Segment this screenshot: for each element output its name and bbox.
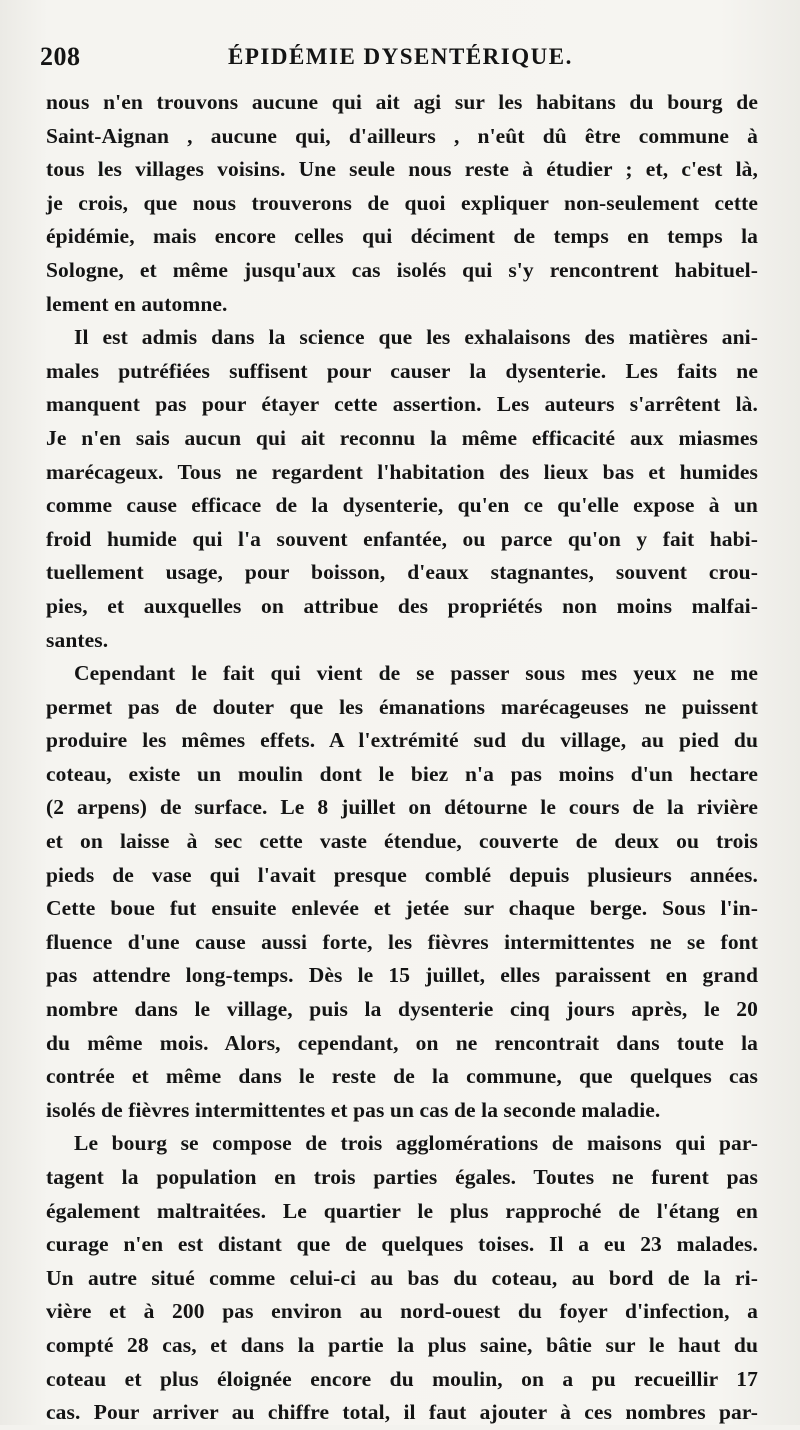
text-line: fluence d'une cause aussi forte, les fièvres intermittentes ne se font: [46, 929, 758, 954]
text-line: (2 arpens) de surface. Le 8 juillet on détourne le cours de la rivière: [46, 795, 758, 820]
text-line: également maltraitées. Le quartier le plus rapproché de l'étang en: [46, 1198, 758, 1223]
text-line: Saint-Aignan , aucune qui, d'ailleurs , n'eût dû être commune à: [46, 123, 758, 148]
text-line: Cette boue fut ensuite enlevée et jetée sur chaque berge. Sous l'in-: [46, 896, 758, 921]
text-line: pies, et auxquelles on attribue des propriétés non moins malfai-: [46, 593, 758, 618]
text-line: curage n'en est distant que de quelques toises. Il a eu 23 malades.: [46, 1232, 758, 1257]
paragraph-start-line: Il est admis dans la science que les exhalaisons des matières ani-: [74, 325, 758, 350]
text-line: produire les mêmes effets. A l'extrémité sud du village, au pied du: [46, 728, 758, 753]
text-line: Je n'en sais aucun qui ait reconnu la même efficacité aux miasmes: [46, 425, 758, 450]
page-number: 208: [40, 42, 81, 71]
text-line: compté 28 cas, et dans la partie la plus saine, bâtie sur le haut du: [46, 1332, 758, 1357]
text-line: je crois, que nous trouverons de quoi expliquer non-seulement cette: [46, 190, 758, 215]
text-line: et on laisse à sec cette vaste étendue, couverte de deux ou trois: [46, 829, 758, 854]
text-line: cas. Pour arriver au chiffre total, il faut ajouter à ces nombres par-: [46, 1400, 758, 1425]
text-line: lement en automne.: [46, 291, 228, 316]
text-line: vière et à 200 pas environ au nord-ouest du foyer d'infection, a: [46, 1299, 758, 1324]
text-line: santes.: [46, 627, 109, 652]
running-head: ÉPIDÉMIE DYSENTÉRIQUE.: [228, 44, 573, 69]
text-line: marécageux. Tous ne regardent l'habitation des lieux bas et humides: [46, 459, 758, 484]
text-line: Sologne, et même jusqu'aux cas isolés qui s'y rencontrent habituel-: [46, 257, 758, 282]
page-header: [40, 42, 760, 82]
text-line: Un autre situé comme celui-ci au bas du coteau, au bord de la ri-: [46, 1265, 758, 1290]
text-line: comme cause efficace de la dysenterie, qu'en ce qu'elle expose à un: [46, 493, 758, 518]
text-line: permet pas de douter que les émanations marécageuses ne puissent: [46, 694, 758, 719]
text-line: nombre dans le village, puis la dysenterie cinq jours après, le 20: [46, 997, 758, 1022]
text-line: épidémie, mais encore celles qui déciment de temps en temps la: [46, 224, 758, 249]
text-line: pieds de vase qui l'avait presque comblé depuis plusieurs années.: [46, 862, 758, 887]
text-line: coteau, existe un moulin dont le biez n'a pas moins d'un hectare: [46, 761, 758, 786]
text-line: tous les villages voisins. Une seule nous reste à étudier ; et, c'est là,: [46, 157, 758, 182]
paragraph-start-line: Cependant le fait qui vient de se passer sous mes yeux ne me: [74, 661, 758, 686]
text-line: males putréfiées suffisent pour causer la dysenterie. Les faits ne: [46, 358, 758, 383]
text-line: pas attendre long-temps. Dès le 15 juillet, elles paraissent en grand: [46, 963, 758, 988]
paragraph-start-line: Le bourg se compose de trois agglomérations de maisons qui par-: [74, 1131, 758, 1156]
text-line: coteau et plus éloignée encore du moulin, on a pu recueillir 17: [46, 1366, 758, 1391]
text-line: isolés de fièvres intermittentes et pas un cas de la seconde maladie.: [46, 1097, 661, 1122]
text-line: tuellement usage, pour boisson, d'eaux stagnantes, souvent crou-: [46, 560, 758, 585]
text-line: froid humide qui l'a souvent enfantée, ou parce qu'on y fait habi-: [46, 526, 758, 551]
body-text: [46, 86, 758, 1430]
text-line: nous n'en trouvons aucune qui ait agi sur les habitans du bourg de: [46, 90, 758, 114]
text-line: du même mois. Alors, cependant, on ne rencontrait dans toute la: [46, 1030, 758, 1055]
text-line: tagent la population en trois parties égales. Toutes ne furent pas: [46, 1165, 758, 1189]
text-line: contrée et même dans le reste de la commune, que quelques cas: [46, 1064, 758, 1089]
text-line: manquent pas pour étayer cette assertion. Les auteurs s'arrêtent là.: [46, 392, 758, 417]
